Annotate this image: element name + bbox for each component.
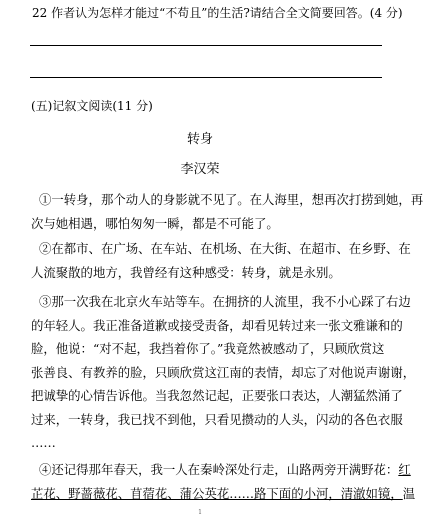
paragraph-text: ④还记得那年春天，我一人在秦岭深处行走，山路两旁开满野花： (39, 462, 399, 477)
underlined-text: 红 (398, 462, 411, 477)
paragraph-line: 张善良、有教养的脸，只顾欣赏这江南的表情，却忘了对他说声谢谢， (31, 364, 416, 380)
paragraph-line: 的年轻人。我正准备道歉或接受责备，却看见转过来一张文雅谦和的 (31, 317, 403, 333)
page-number: 1 (198, 509, 202, 516)
paragraph-line: …… (31, 435, 56, 450)
paragraph-3 (31, 290, 416, 455)
paragraph-1 (31, 188, 423, 235)
paragraph-line: ①一转身，那个动人的身影就不见了。在人海里，想再次打捞到她，再 (39, 192, 423, 207)
section-heading: (五)记叙文阅读(11 分) (31, 99, 153, 113)
answer-line[interactable] (30, 45, 382, 46)
underlined-text: 芷花、野蔷薇花、苜蓿花、蒲公英花……路下面的小河，清澈如镜， (31, 485, 403, 501)
paragraph-text: 温 (402, 485, 416, 501)
article-title: 转身 (186, 132, 213, 147)
paragraph-line: 把诚挚的心情告诉他。当我忽然记起，正要张口表达，人潮猛然涌了 (31, 388, 403, 403)
paragraph-2 (31, 237, 411, 284)
paragraph-line: ②在都市、在广场、在车站、在机场、在大街、在超市、在乡野、在 (39, 241, 411, 256)
paragraph-line: 过来，一转身，我已找不到他，只看见攒动的人头，闪动的各色衣服 (31, 411, 403, 427)
paragraph-line (31, 458, 411, 482)
paragraph-line: 脸，他说：“对不起，我挡着你了。”我竟然被感动了，只顾欣赏这 (31, 341, 385, 356)
answer-line[interactable] (30, 77, 382, 78)
paragraph-line: 次与她相遇，哪怕匆匆一瞬，都是不可能了。 (31, 215, 279, 231)
question-22: 22 作者认为怎样才能过“不苟且”的生活?请结合全文简要回答。(4 分) (32, 6, 403, 20)
paragraph-4 (31, 458, 416, 505)
paragraph-line: 人流聚散的地方，我曾经有这种感受：转身，就是永别。 (31, 264, 341, 280)
paragraph-line (31, 482, 416, 506)
article-author: 李汉荣 (180, 162, 220, 177)
paragraph-line: ③那一次我在北京火车站等车。在拥挤的人流里，我不小心踩了右边 (39, 294, 411, 309)
